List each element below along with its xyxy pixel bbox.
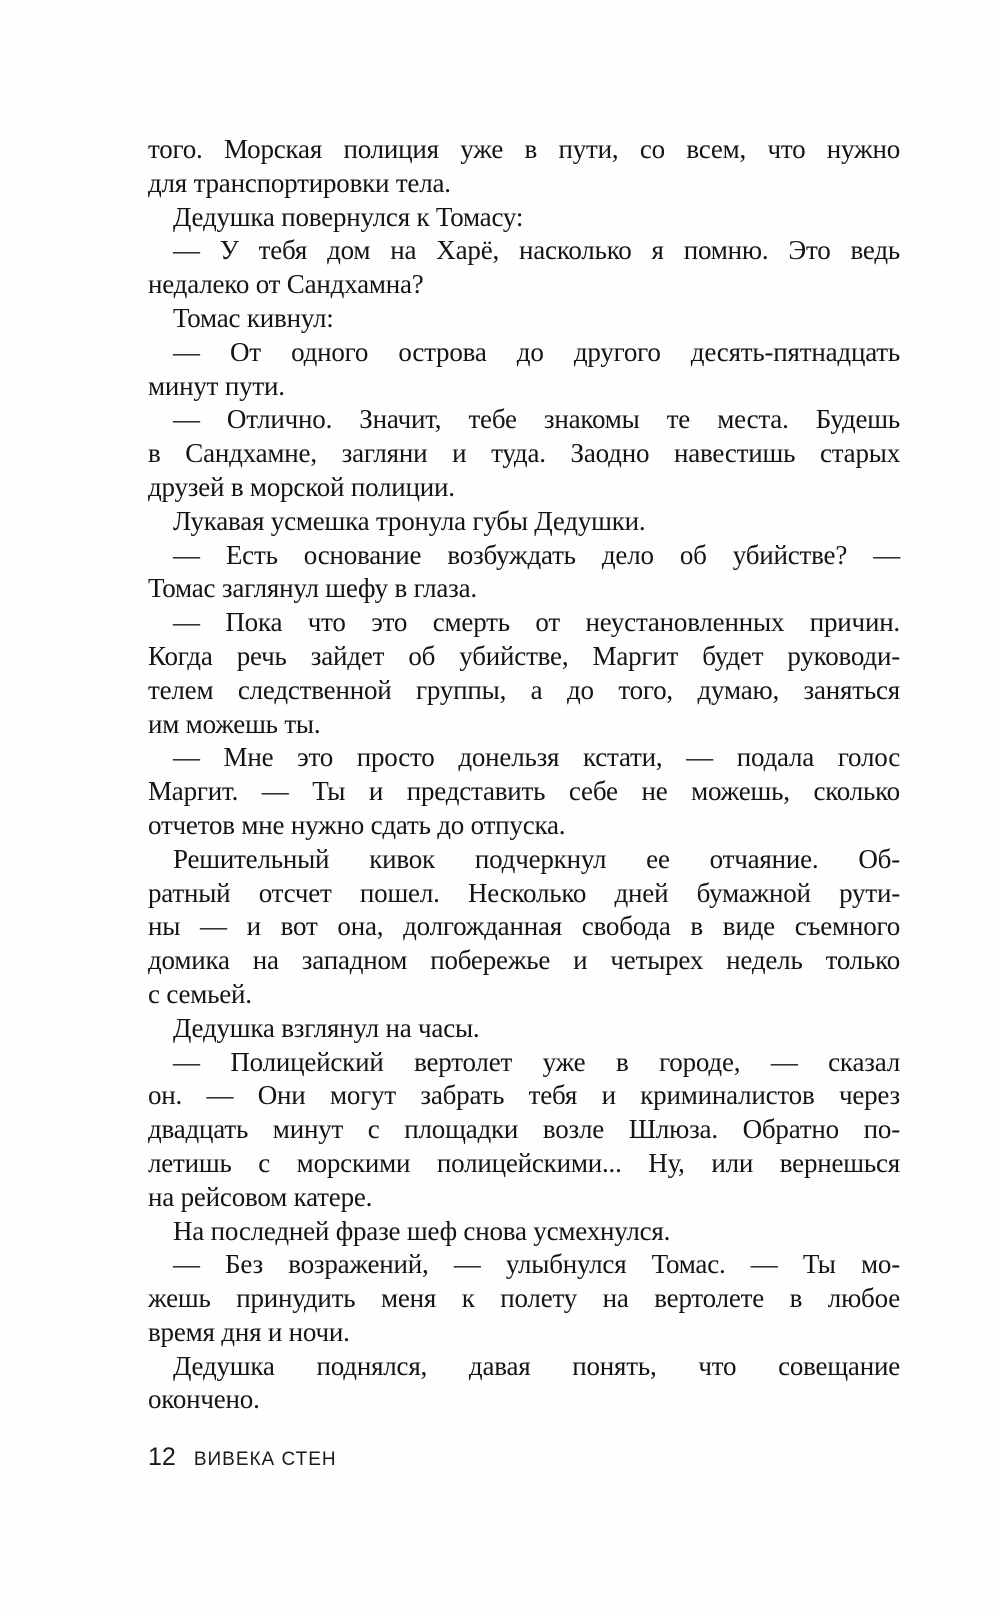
text-line: летишь с морскими полицейскими... Ну, или вернешься [148, 1147, 900, 1178]
text-line: — Отлично. Значит, тебе знакомы те места. Будешь [173, 404, 900, 435]
text-line: — Пока что это смерть от неустановленных причин. [173, 607, 900, 638]
text-line: время дня и ночи. [148, 1316, 350, 1347]
text-line: Лукавая усмешка тронула губы Дедушки. [173, 505, 646, 536]
text-line: на рейсовом катере. [148, 1181, 373, 1212]
text-line: Маргит. — Ты и представить себе не можешь, сколько [148, 776, 900, 807]
text-block [148, 133, 900, 1417]
text-line: окончено. [148, 1384, 260, 1415]
text-line: отчетов мне нужно сдать до отпуска. [148, 809, 566, 840]
text-line: Дедушка повернулся к Томасу: [173, 201, 524, 232]
text-line: минут пути. [148, 370, 285, 401]
text-line: с семьей. [148, 978, 252, 1009]
text-line: недалеко от Сандхамна? [148, 269, 424, 300]
text-line: им можешь ты. [148, 708, 321, 739]
text-line: — Полицейский вертолет уже в городе, — сказал [173, 1046, 900, 1077]
text-line: жешь принудить меня к полету на вертолете в любое [148, 1283, 900, 1314]
text-line: того. Морская полиция уже в пути, со всем, что нужно [148, 134, 900, 164]
text-line: Томас заглянул шефу в глаза. [148, 573, 477, 604]
text-line: Дедушка взглянул на часы. [173, 1012, 480, 1043]
text-line: На последней фразе шеф снова усмехнулся. [173, 1215, 671, 1246]
text-line: телем следственной группы, а до того, думаю, заняться [148, 674, 900, 705]
text-line: — От одного острова до другого десять-пятнадцать [173, 336, 900, 367]
page-number: 12 [148, 1443, 176, 1471]
text-line: для транспортировки тела. [148, 167, 451, 198]
text-line: — Мне это просто донельзя кстати, — подала голос [173, 742, 900, 773]
text-line: в Сандхамне, загляни и туда. Заодно навестишь старых [148, 438, 900, 469]
text-line: он. — Они могут забрать тебя и криминалистов через [148, 1080, 900, 1111]
text-line: двадцать минут с площадки возле Шлюза. Обратно по- [148, 1114, 900, 1145]
text-line: Томас кивнул: [173, 302, 334, 333]
text-line: Дедушка поднялся, давая понять, что совещание [173, 1350, 900, 1381]
running-title-author: ВИВЕКА СТЕН [193, 1449, 337, 1470]
text-line: ратный отсчет пошел. Несколько дней бумажной рути- [148, 877, 900, 908]
page-footer [148, 1443, 337, 1472]
text-line: Решительный кивок подчеркнул ее отчаяние. Об- [173, 843, 900, 874]
text-line: ны — и вот она, долгожданная свобода в виде съемного [148, 911, 900, 942]
text-line: друзей в морской полиции. [148, 471, 455, 502]
text-line: — Есть основание возбуждать дело об убийстве? — [173, 539, 900, 570]
text-line: — Без возражений, — улыбнулся Томас. — Ты мо- [173, 1249, 900, 1280]
text-line: — У тебя дом на Харё, насколько я помню. Это ведь [173, 235, 900, 266]
text-line: Когда речь зайдет об убийстве, Маргит будет руководи- [148, 640, 900, 671]
text-line: домика на западном побережье и четырех недель только [148, 945, 900, 976]
